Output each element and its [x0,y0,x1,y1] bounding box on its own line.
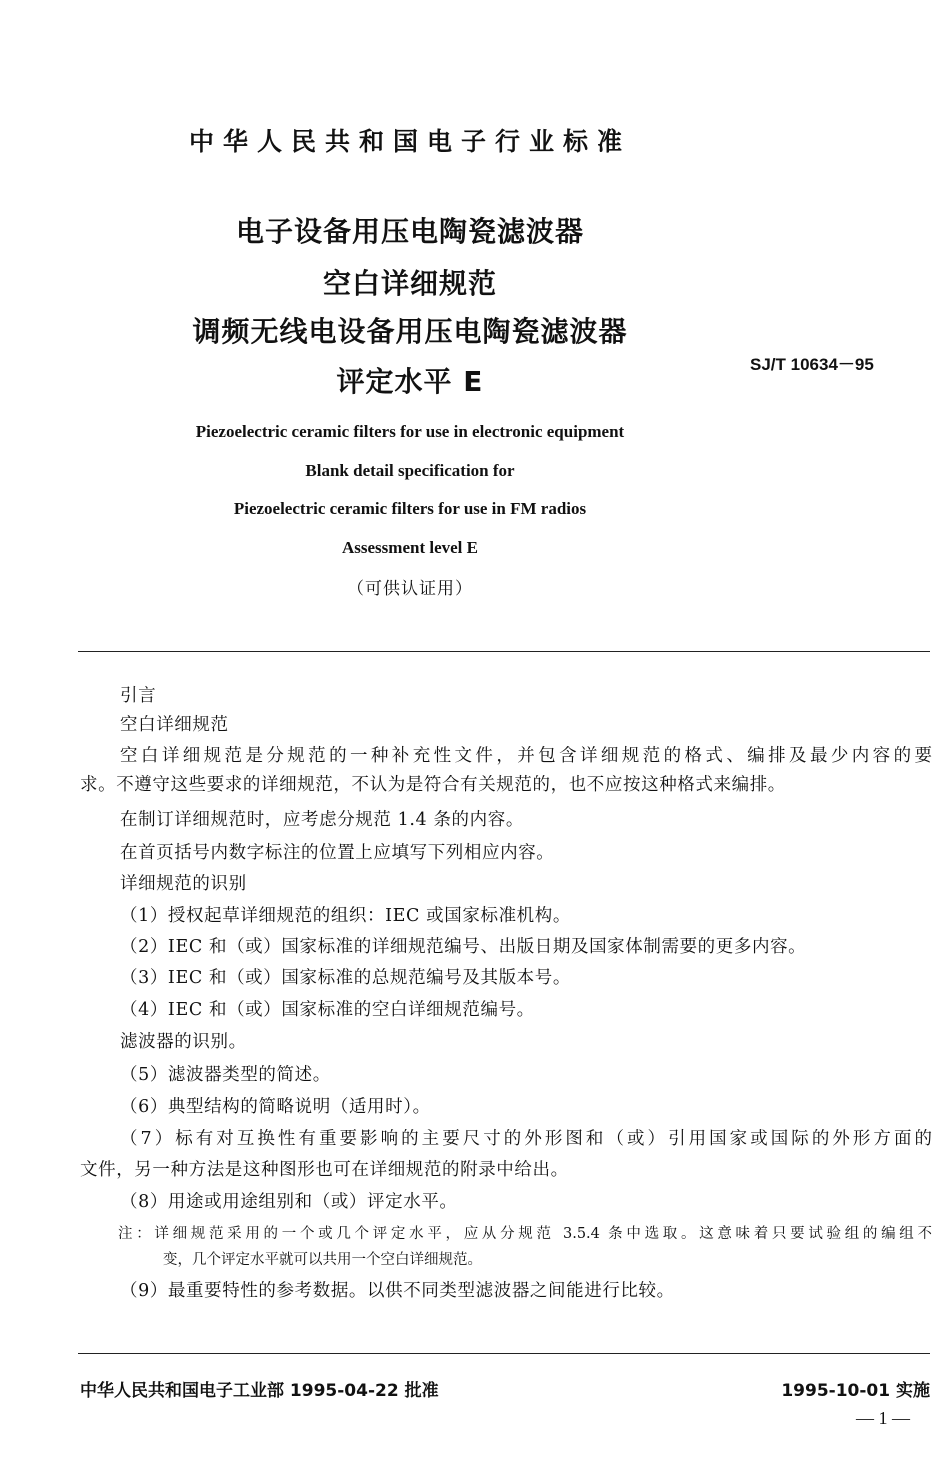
english-title-line-2: Blank detail specification for [305,461,515,480]
page-number: — 1 — [856,1408,910,1428]
paragraph-3: 在首页括号内数字标注的位置上应填写下列相应内容。 [120,843,555,863]
chinese-title-line-4: 评定水平 E [336,365,484,398]
filter-identification-heading: 滤波器的识别。 [120,1032,247,1052]
paragraph-2: 在制订详细规范时，应考虑分规范 1.4 条的内容。 [120,810,524,830]
certification-note: （可供认证用） [347,579,473,599]
approval-date: 中华人民共和国电子工业部 1995-04-22 批准 [80,1381,439,1401]
identification-heading: 详细规范的识别 [120,874,247,894]
chinese-title-line-1: 电子设备用压电陶瓷滤波器 [235,215,584,248]
top-divider [78,651,930,652]
blank-spec-heading: 空白详细规范 [120,715,229,735]
note-line-2: 变，几个评定水平就可以共用一个空白详细规范。 [163,1252,482,1268]
list-item-5: （5）滤波器类型的简述。 [120,1065,331,1085]
standard-category-header: 中华人民共和国电子行业标准 [188,127,631,156]
effective-date: 1995-10-01 实施 [781,1381,930,1401]
list-item-4: （4）IEC 和（或）国家标准的空白详细规范编号。 [120,1000,535,1020]
list-item-6: （6）典型结构的简略说明（适用时）。 [120,1097,431,1117]
english-title-line-4: Assessment level E [342,538,478,557]
list-item-7-line-2: 文件，另一种方法是这种图形也可在详细规范的附录中给出。 [80,1160,569,1180]
intro-heading: 引言 [120,686,157,706]
chinese-title-line-2: 空白详细规范 [322,267,497,300]
chinese-title-line-3: 调频无线电设备用压电陶瓷滤波器 [192,315,628,348]
english-title-line-3: Piezoelectric ceramic filters for use in FM radios [233,499,587,518]
paragraph-1-line-1: 空白详细规范是分规范的一种补充性文件，并包含详细规范的格式、编排及最少内容的要 [120,746,932,766]
list-item-1: （1）授权起草详细规范的组织：IEC 或国家标准机构。 [120,906,571,926]
list-item-3: （3）IEC 和（或）国家标准的总规范编号及其版本号。 [120,968,571,988]
note-line-1: 注：详细规范采用的一个或几个评定水平，应从分规范 3.5.4 条中选取。这意味着只要试验组的编组不 [118,1226,932,1242]
list-item-7-line-1: （7）标有对互换性有重要影响的主要尺寸的外形图和（或）引用国家或国际的外形方面的 [120,1129,932,1149]
paragraph-1-line-2: 求。不遵守这些要求的详细规范，不认为是符合有关规范的，也不应按这种格式来编排。 [80,775,786,795]
standard-number: SJ/T 10634－95 [750,355,874,374]
bottom-divider [78,1353,930,1354]
english-title-line-1: Piezoelectric ceramic filters for use in electronic equipment [195,422,625,441]
list-item-8: （8）用途或用途组别和（或）评定水平。 [120,1192,458,1212]
list-item-9: （9）最重要特性的参考数据。以供不同类型滤波器之间能进行比较。 [120,1281,675,1301]
list-item-2: （2）IEC 和（或）国家标准的详细规范编号、出版日期及国家体制需要的更多内容。 [120,937,807,957]
